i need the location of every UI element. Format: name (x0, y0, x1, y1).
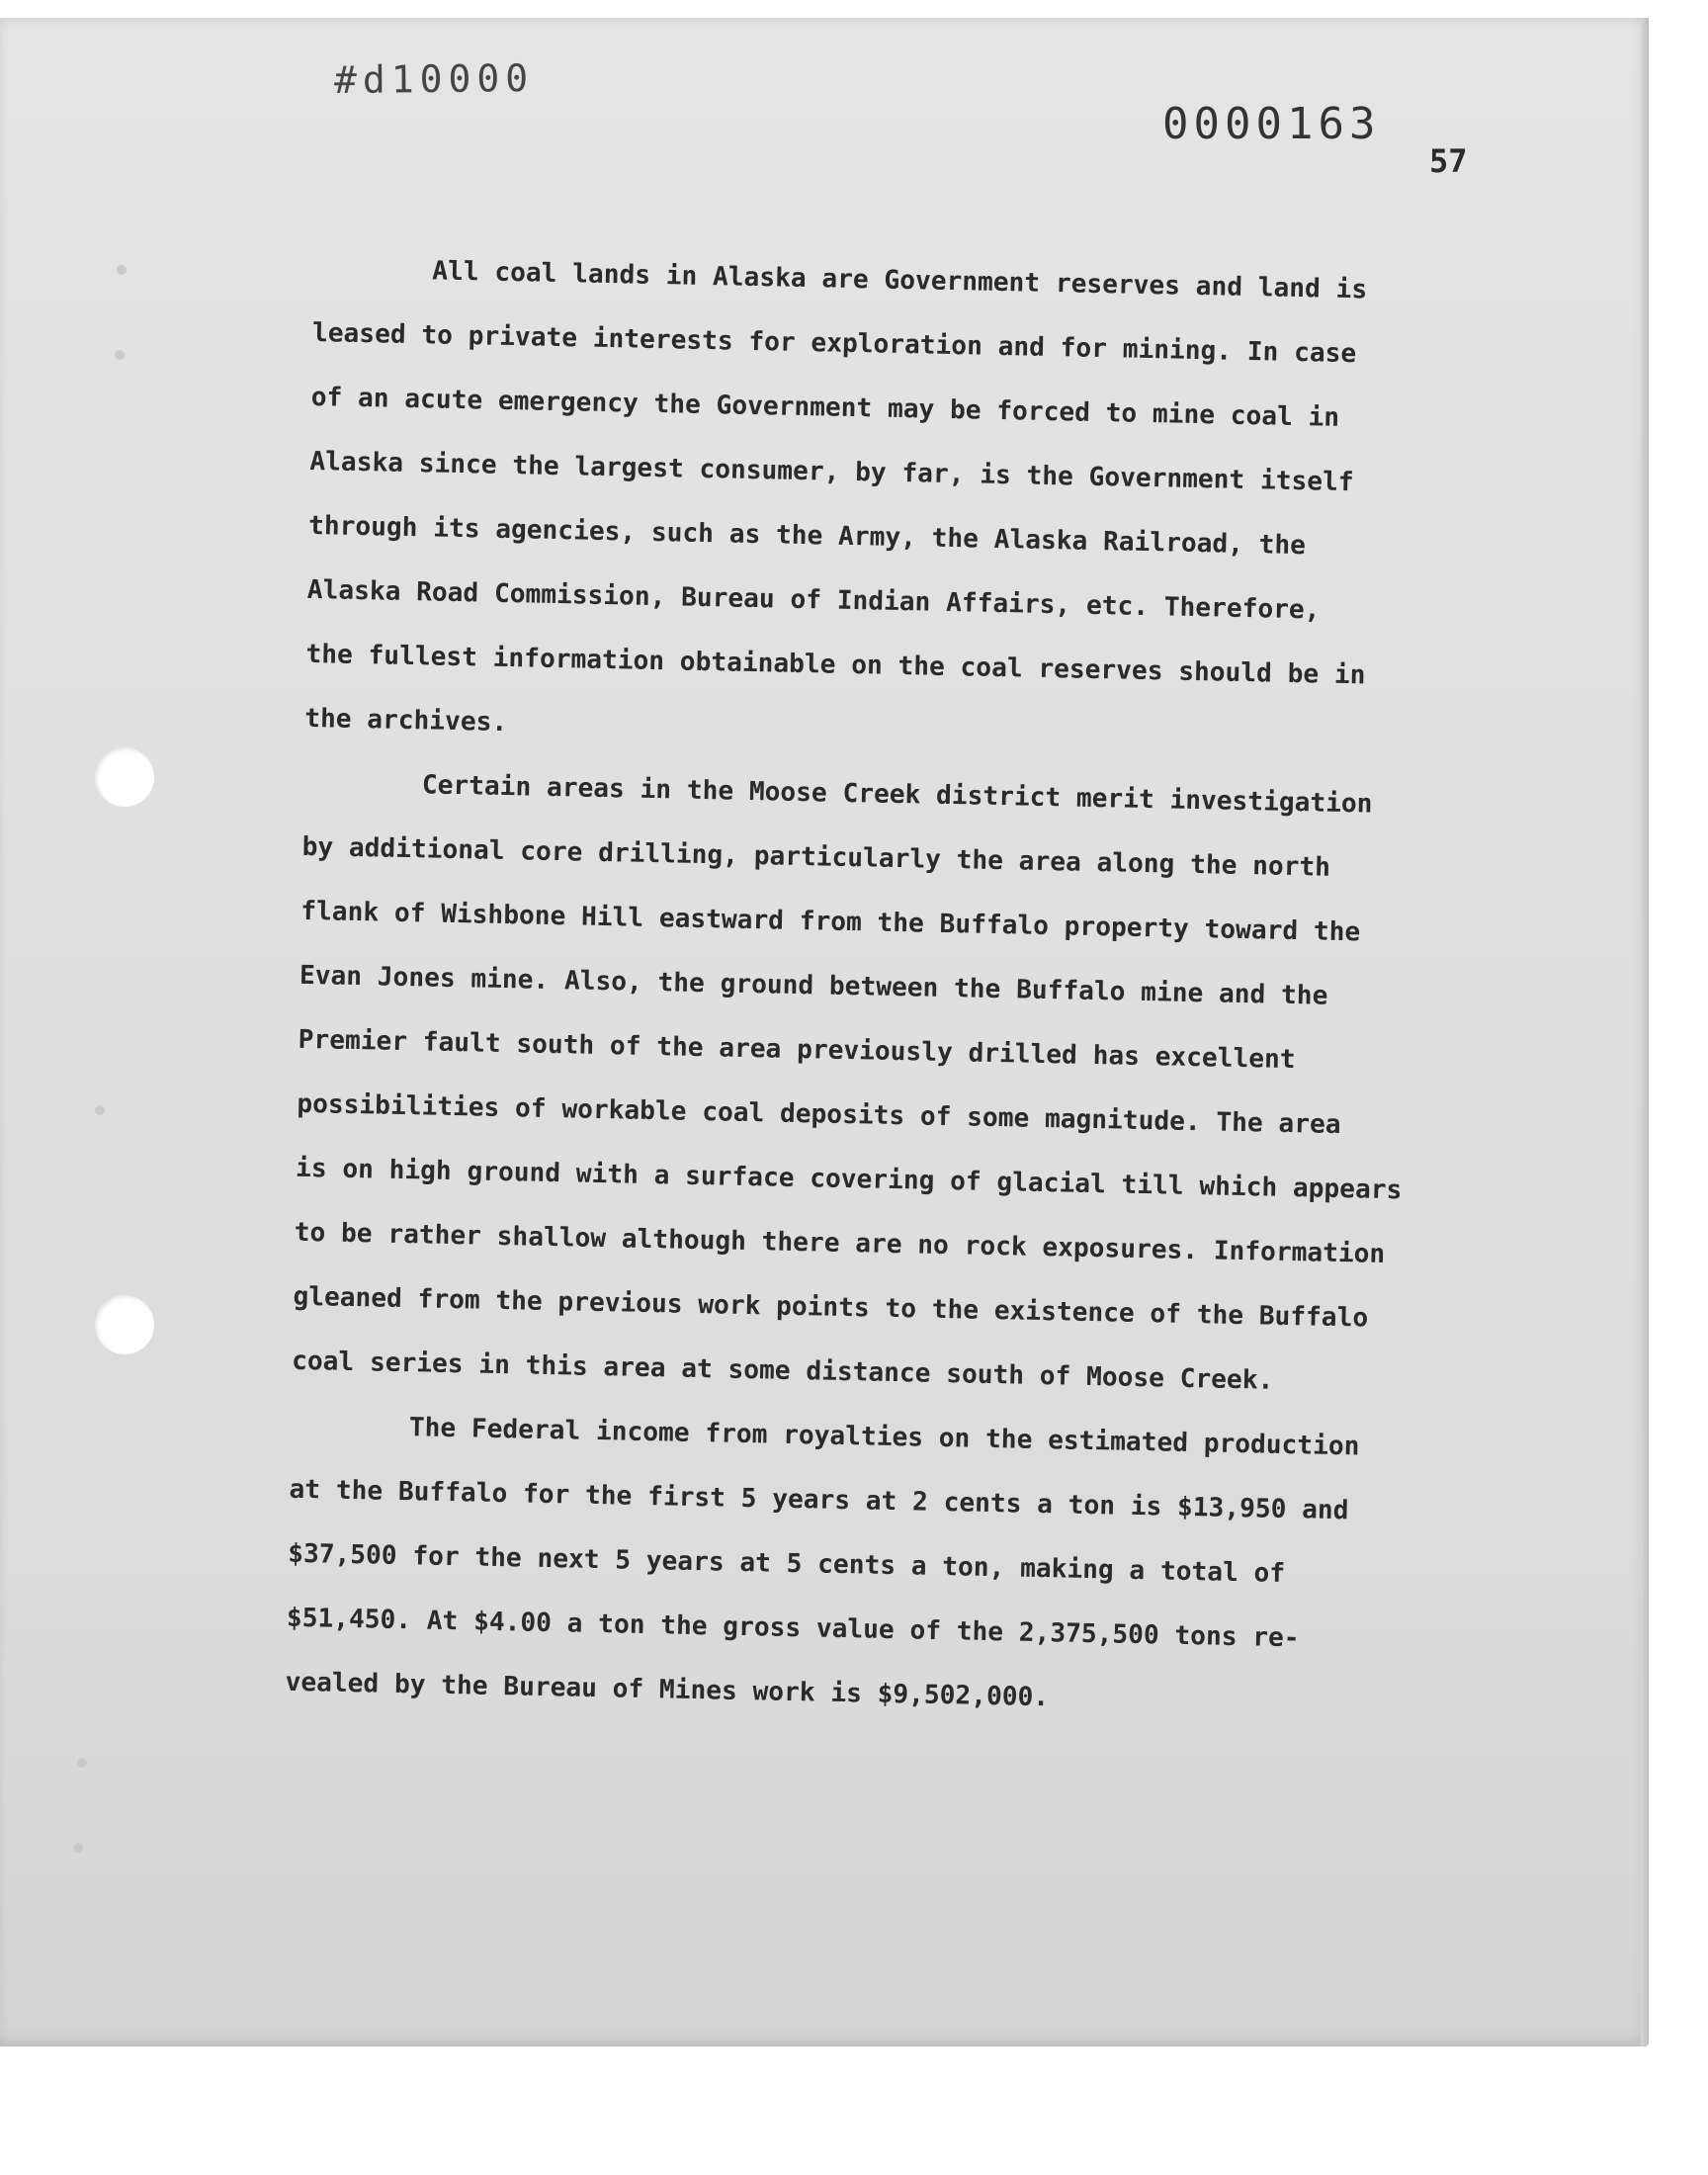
paper-speck (73, 1843, 83, 1853)
paper-speck (95, 1105, 105, 1115)
paragraph: All coal lands in Alaska are Government reserves and land is leased to private interests for exploration and for mining. In case of an acute emergency the Government may be forced to mine coal in Alaska since the largest consumer, by far, is the Government itself through its agencies, such as the Army, the Alaska Railroad, the Alaska Road Commission, Bureau of Indian Affairs, etc. Therefore, the fullest information obtainable on the coal reserves should be in the archives. (303, 256, 1368, 739)
body-text (285, 237, 1500, 1739)
paragraph: Certain areas in the Moose Creek district merit investigation by additional core drilling, particularly the area along the north flank of Wishbone Hill eastward from the Buffalo property toward the Evan Jones mine. Also, the ground between the Buffalo mine and the Premier fault south of the area previously drilled has excellent possibilities of workable coal deposits of some magnitude. The area is on high ground with a surface covering of glacial till which appears to be rather shallow although there are no rock exposures. Information gleaned from the previous work points to the existence of the Buffalo coal series in this area at some distance south of Moose Creek. (291, 770, 1403, 1396)
paragraph: The Federal income from royalties on the estimated production at the Buffalo for the first 5 years at 2 cents a ton is $13,950 and $37,500 for the next 5 years at 5 cents a ton, making a total of $51,450. At $4.00 a ton the gross value of the 2,375,500 tons re- vealed by the Bureau of Mines work is $9,502,000. (285, 1413, 1360, 1713)
punch-hole (95, 1295, 154, 1354)
archive-stamp: #d10000 (333, 55, 535, 103)
page-number: 57 (1429, 142, 1468, 180)
paper-speck (77, 1758, 87, 1768)
punch-hole (95, 747, 154, 807)
document-page (0, 18, 1649, 2046)
paper-speck (115, 350, 125, 360)
document-number: 0000163 (1162, 99, 1381, 149)
paper-speck (117, 265, 127, 275)
